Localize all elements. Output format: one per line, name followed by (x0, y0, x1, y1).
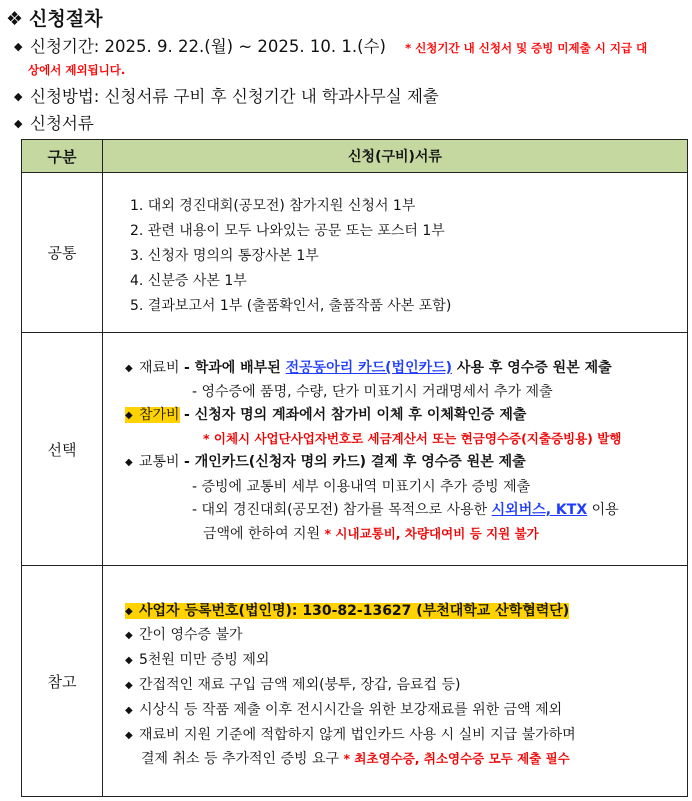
row-reference (22, 566, 688, 797)
diamond-bullet-icon: ◆ (125, 363, 133, 374)
category-common: 공통 (22, 173, 103, 333)
material-name: 재료비 (139, 360, 180, 376)
material-line (125, 357, 612, 377)
transport-sub3-note: * 시내교통비, 차량대여비 등 지원 불가 (324, 526, 539, 541)
transport-sub3-text: 금액에 한하여 지원 (203, 526, 321, 542)
row-select (22, 333, 688, 566)
transport-name: 교통비 (139, 454, 180, 470)
fee-line (125, 404, 526, 424)
bus-ktx-link: 시외버스, KTX (491, 502, 588, 518)
list-item (125, 674, 460, 694)
period-warning: * 신청기간 내 신청서 및 증빙 미제출 시 지급 대 (405, 41, 648, 55)
list-item (125, 699, 562, 719)
transport-sub3 (203, 523, 539, 543)
list-item-text: 5천원 미만 증빙 제외 (139, 652, 270, 668)
section-heading (6, 4, 102, 31)
list-item: 3. 신청자 명의의 통장사본 1부 (130, 248, 319, 264)
common-docs (103, 173, 688, 333)
diamond-bullet-icon: ◆ (14, 90, 23, 103)
list-item-text: 간접적인 재료 구입 금액 제외(붕투, 장갑, 음료컵 등) (139, 677, 461, 693)
diamond-bullet-icon: ◆ (125, 705, 133, 716)
list-item-continued (141, 748, 570, 768)
bullet-method (14, 83, 439, 107)
documents-table (21, 139, 688, 797)
fee-note: * 이체시 사업단사업자번호로 세금계산서 또는 현금영수증(지출증빙용) 발행 (203, 431, 622, 446)
list-item (125, 724, 576, 744)
list-item: 2. 관련 내용이 모두 나와있는 공문 또는 포스터 1부 (130, 223, 445, 239)
transport-line (125, 451, 526, 471)
section-title: 신청절차 (29, 8, 103, 30)
reference-notes (103, 566, 688, 797)
diamond-bullet-icon: ◆ (125, 655, 133, 666)
header-category: 구분 (22, 140, 103, 173)
transport-sub2-post: 이용 (587, 502, 619, 518)
fee-text: - 신청자 명의 계좌에서 참가비 이체 후 이체확인증 제출 (184, 407, 527, 423)
method-label: 신청방법: 신청서류 구비 후 신청기간 내 학과사무실 제출 (30, 87, 439, 106)
diamond-bullet-icon: ◆ (125, 630, 133, 641)
material-text-post: 사용 후 영수증 원본 제출 (452, 360, 612, 376)
diamond-bullet-icon: ◆ (14, 40, 23, 53)
transport-text: - 개인카드(신청자 명의 카드) 결제 후 영수증 원본 제출 (184, 454, 526, 470)
business-number: 사업자 등록번호(법인명): 130-82-13627 (부천대학교 산학협력단) (139, 603, 570, 619)
transport-sub1: - 증빙에 교통비 세부 이용내역 미표기시 추가 증빙 제출 (192, 479, 531, 495)
list-item: 4. 신분증 사본 1부 (130, 273, 247, 289)
diamond-bullet-icon: ◆ (125, 730, 133, 741)
diamond-cross-icon: ❖ (6, 8, 24, 30)
material-sub: - 영수증에 품명, 수량, 단가 미표기시 거래명세서 추가 제출 (192, 384, 553, 400)
diamond-bullet-icon: ◆ (14, 117, 23, 130)
diamond-bullet-icon: ◆ (125, 606, 133, 617)
list-item-text: 간이 영수증 불가 (139, 627, 243, 643)
select-docs (103, 333, 688, 566)
category-select: 선택 (22, 333, 103, 566)
club-card-link: 전공동아리 카드(법인카드) (285, 360, 453, 376)
list-item (125, 600, 569, 620)
list-item (125, 624, 243, 644)
transport-sub2-text: - 대외 경진대회(공모전) 참가를 목적으로 사용한 (192, 502, 492, 518)
documents-label: 신청서류 (30, 114, 94, 133)
period-warning-continued: 상에서 제외됩니다. (28, 63, 126, 77)
period-label: 신청기간: 2025. 9. 22.(월) ~ 2025. 10. 1.(수) (30, 37, 386, 56)
header-documents: 신청(구비)서류 (103, 140, 688, 173)
list-item (125, 649, 269, 669)
bullet-period (14, 33, 647, 57)
diamond-bullet-icon: ◆ (125, 457, 133, 468)
diamond-bullet-icon: ◆ (125, 680, 133, 691)
transport-sub2 (192, 499, 619, 519)
list-item-text: 시상식 등 작품 제출 이후 전시시간을 위한 보강재료를 위한 금액 제외 (139, 702, 563, 718)
diamond-bullet-icon: ◆ (125, 410, 133, 421)
list-item-text: 결제 취소 등 추가적인 증빙 요구 (141, 751, 340, 767)
receipt-note: * 최초영수증, 취소영수증 모두 제출 필수 (343, 751, 570, 766)
list-item: 1. 대외 경진대회(공모전) 참가지원 신청서 1부 (130, 198, 416, 214)
table-header-row (22, 140, 688, 173)
bullet-documents (14, 110, 94, 134)
list-item: 5. 결과보고서 1부 (출품확인서, 출품작품 사본 포함) (130, 298, 452, 314)
fee-name: 참가비 (139, 407, 180, 423)
list-item-text: 재료비 지원 기준에 적합하지 않게 법인카드 사용 시 실비 지급 불가하며 (139, 727, 576, 743)
category-reference: 참고 (22, 566, 103, 797)
row-common (22, 173, 688, 333)
material-text: - 학과에 배부된 (184, 360, 286, 376)
